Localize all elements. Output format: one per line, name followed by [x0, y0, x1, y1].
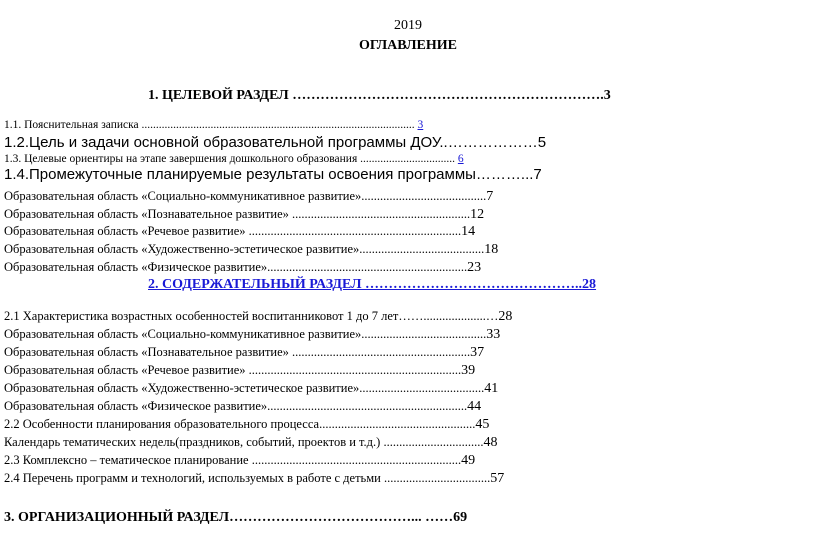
toc-area-entry: Образовательная область «Физическое развитие»................................................................23 [4, 260, 482, 275]
document-year: 2019 [394, 18, 422, 33]
toc-area-entry: Образовательная область «Познавательное развитие» .........................................................37 [4, 345, 485, 360]
toc-area-entry: Образовательная область «Художественно-эстетическое развитие»........................................41 [4, 381, 499, 396]
toc-entry-1-1[interactable] [4, 119, 423, 131]
toc-entry-1-3[interactable] [4, 153, 464, 165]
toc-entry-text: 1.3. Целевые ориентиры на этапе завершения дошкольного образования ................................. [4, 153, 455, 165]
section-3-heading: 3. ОРГАНИЗАЦИОННЫЙ РАЗДЕЛ…………………………………... ……69 [4, 510, 468, 525]
toc-area-entry: Образовательная область «Физическое развитие»................................................................44 [4, 399, 482, 414]
toc-entry-1-2: 1.2.Цель и задачи основной образовательной программы ДОУ..………………5 [4, 134, 547, 151]
toc-area-entry: Образовательная область «Речевое развитие» ....................................................................39 [4, 363, 476, 378]
toc-entry: 2.1 Характеристика возрастных особенностей воспитанниковот 1 до 7 лет……....................…28 [4, 309, 513, 324]
page-link[interactable]: 6 [457, 153, 464, 165]
toc-entry: 2.4 Перечень программ и технологий, используемых в работе с детьми ..................................57 [4, 471, 505, 486]
toc-area-entry: Образовательная область «Художественно-эстетическое развитие»........................................18 [4, 242, 499, 257]
section-2-heading[interactable]: 2. СОДЕРЖАТЕЛЬНЫЙ РАЗДЕЛ ………………………………………..28 [148, 277, 597, 292]
section-1-heading: 1. ЦЕЛЕВОЙ РАЗДЕЛ ………………………………………………………….3 [148, 88, 611, 103]
toc-area-entry: Образовательная область «Социально-коммуникативное развитие»........................................7 [4, 189, 494, 204]
toc-entry: 2.2 Особенности планирования образовательного процесса..................................................45 [4, 417, 490, 432]
toc-title: ОГЛАВЛЕНИЕ [359, 38, 457, 53]
toc-entry-text: 1.1. Пояснительная записка ............................................................................................... [4, 119, 415, 131]
toc-entry: 2.3 Комплексно – тематическое планирование ...................................................................49 [4, 453, 476, 468]
toc-area-entry: Образовательная область «Социально-коммуникативное развитие»........................................33 [4, 327, 501, 342]
toc-area-entry: Образовательная область «Познавательное развитие» .........................................................12 [4, 207, 485, 222]
toc-entry-1-4: 1.4.Промежуточные планируемые результаты освоения программы………...7 [4, 166, 542, 183]
toc-entry: Календарь тематических недель(праздников, событий, проектов и т.д.) ................................48 [4, 435, 498, 450]
toc-area-entry: Образовательная область «Речевое развитие» ....................................................................14 [4, 224, 476, 239]
page-link[interactable]: 3 [417, 119, 424, 131]
